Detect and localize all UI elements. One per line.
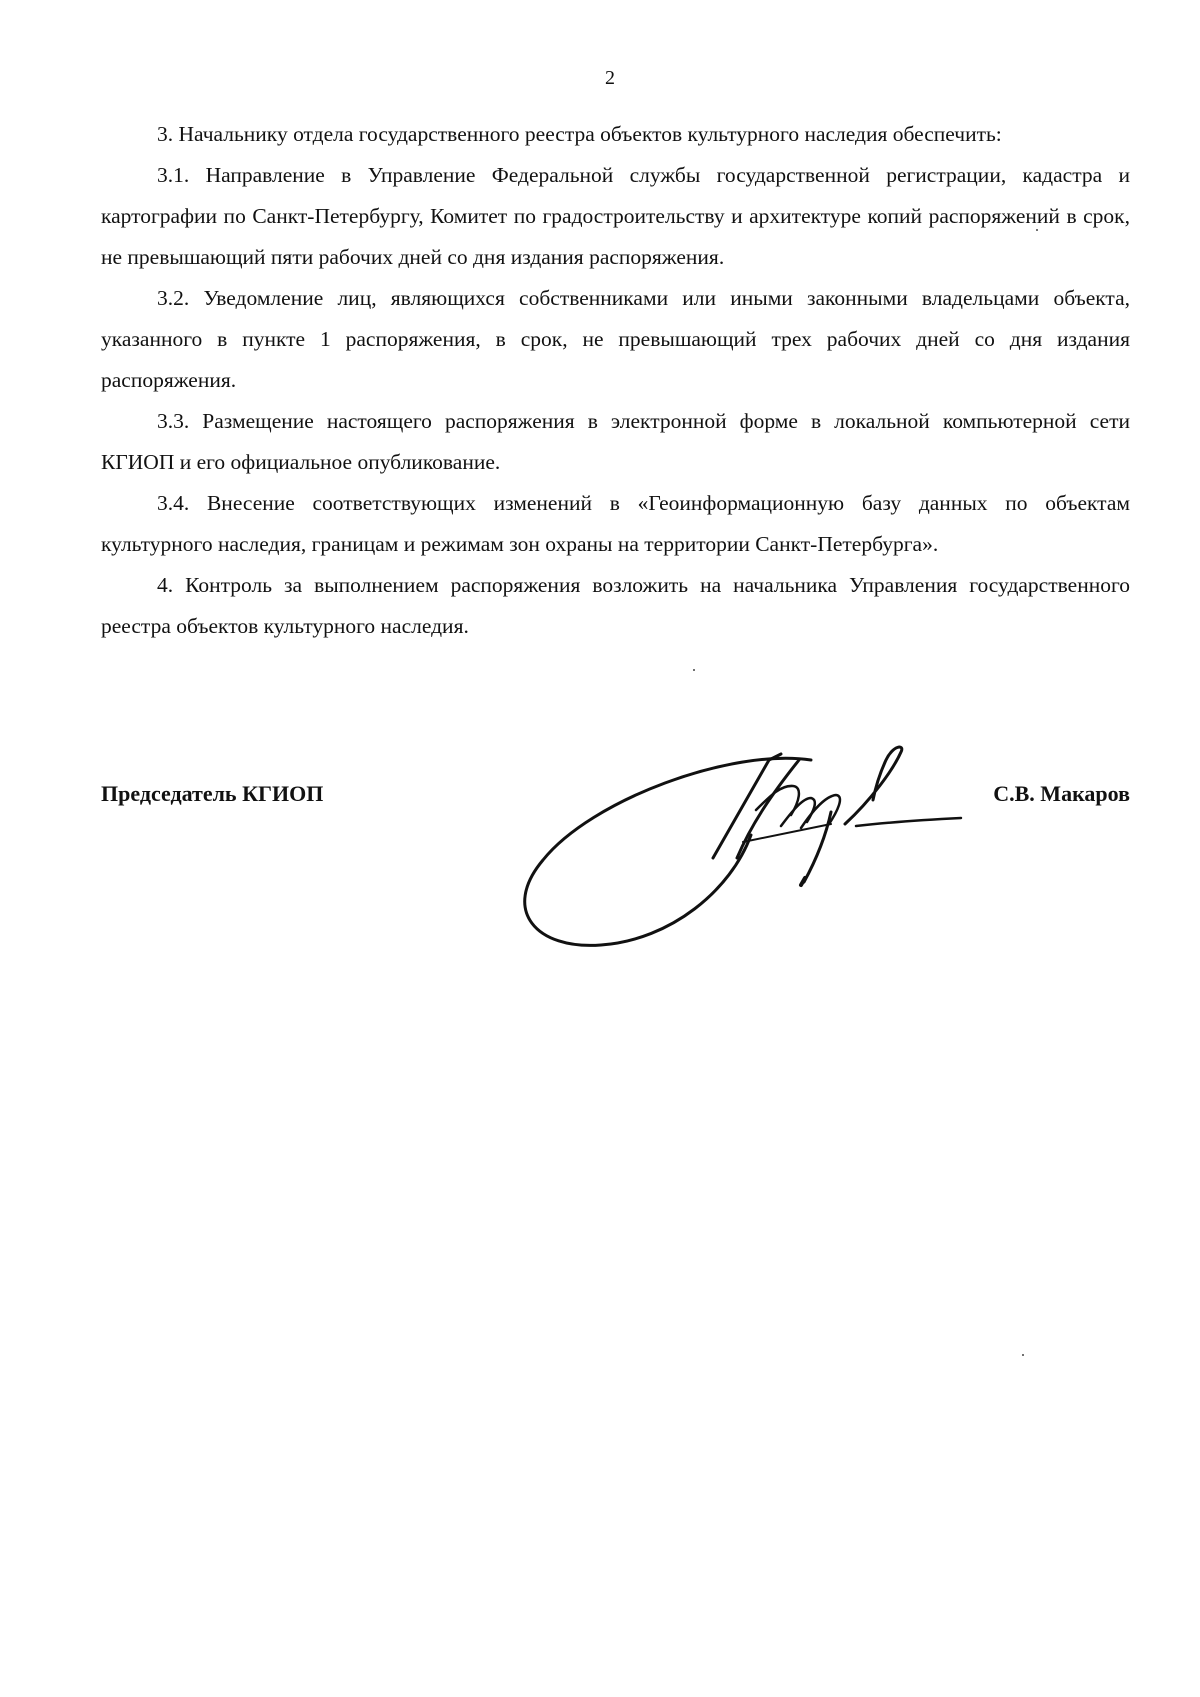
document-body xyxy=(101,114,1130,647)
handwritten-signature xyxy=(481,740,1041,980)
signer-title: Председатель КГИОП xyxy=(101,781,324,806)
paragraph-3-3: 3.3. Размещение настоящего распоряжения в электронной форме в локальной компьютерной сети КГИОП и его официальное опубликование. xyxy=(101,409,1130,474)
paragraph-3: 3. Начальнику отдела государственного реестра объектов культурного наследия обеспечить: xyxy=(157,122,1002,146)
signer-name: С.В. Макаров xyxy=(993,781,1130,806)
paragraph-3-1: 3.1. Направление в Управление Федеральной службы государственной регистрации, кадастра и картографии по Санкт-Петербургу, Комитет по градостроительству и архитектуре копий распоряжений в срок, не превышающий пяти рабочих дней со дня издания распоряжения. xyxy=(101,163,1130,269)
paragraph-3-2: 3.2. Уведомление лиц, являющихся собственниками или иными законными владельцами объекта, указанного в пункте 1 распоряжения, в срок, не превышающий трех рабочих дней со дня издания распоряжения. xyxy=(101,286,1130,392)
paragraph-3-4: 3.4. Внесение соответствующих изменений в «Геоинформационную базу данных по объектам культурного наследия, границам и режимам зон охраны на территории Санкт-Петербурга». xyxy=(101,491,1130,556)
page-number: 2 xyxy=(605,67,615,89)
scan-speck xyxy=(1036,229,1038,231)
scan-speck xyxy=(693,669,695,671)
paragraph-4: 4. Контроль за выполнением распоряжения возложить на начальника Управления государственного реестра объектов культурного наследия. xyxy=(101,573,1130,638)
signature-block xyxy=(101,740,1130,980)
scan-speck xyxy=(1022,1354,1024,1356)
